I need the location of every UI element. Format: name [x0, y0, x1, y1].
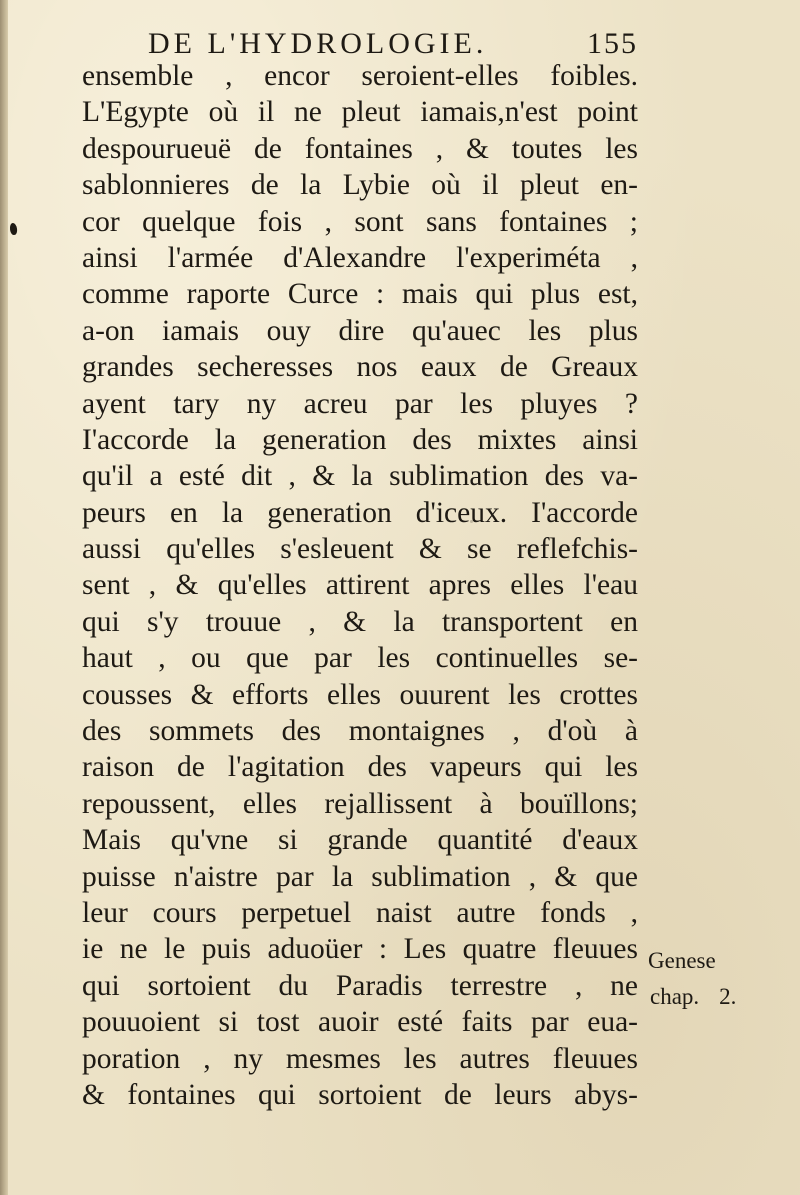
- marginal-note-book: Genese: [648, 948, 716, 973]
- text-line: sent , & qu'elles attirent apres elles l'eau: [82, 569, 638, 602]
- marginal-note-chapter: [648, 979, 788, 1015]
- text-line: raison de l'agitation des vapeurs qui les: [82, 751, 638, 784]
- text-line: repoussent, elles rejallissent à bouïllons;: [82, 787, 638, 820]
- text-line: qui sortoient du Paradis terrestre , ne: [82, 969, 638, 1002]
- page-number: 155: [587, 27, 638, 60]
- marginal-note: [648, 943, 788, 1015]
- ink-blot-mark: [9, 223, 18, 236]
- text-line: grandes secheresses nos eaux de Greaux: [82, 351, 638, 384]
- text-line: ensemble , encor seroient-elles foibles.: [82, 60, 638, 92]
- text-line: puisse n'aistre par la sublimation , & que: [82, 860, 638, 893]
- text-line: poration , ny mesmes les autres fleuues: [82, 1042, 638, 1075]
- text-line: sablonnieres de la Lybie où il pleut en-: [82, 169, 638, 202]
- text-line: peurs en la generation d'iceux. I'accorde: [82, 496, 638, 529]
- text-line: & fontaines qui sortoient de leurs abys-: [82, 1078, 638, 1111]
- text-line: des sommets des montaignes , d'où à: [82, 715, 638, 748]
- text-line: ainsi l'armée d'Alexandre l'experiméta ,: [82, 241, 638, 274]
- text-line: aussi qu'elles s'esleuent & se reflefchis-: [82, 533, 638, 566]
- text-line: despourueuë de fontaines , & toutes les: [82, 132, 638, 165]
- text-line: Mais qu'vne si grande quantité d'eaux: [82, 824, 638, 857]
- text-line: haut , ou que par les continuelles se-: [82, 642, 638, 675]
- text-line: pouuoient si tost auoir esté faits par eua-: [82, 1006, 638, 1039]
- text-line: comme raporte Curce : mais qui plus est,: [82, 278, 638, 311]
- body-text: [82, 58, 638, 1113]
- marginal-note-chapter-label: chap.: [650, 984, 700, 1009]
- text-line: a-on iamais ouy dire qu'auec les plus: [82, 314, 638, 347]
- marginal-note-chapter-number: 2.: [719, 984, 737, 1009]
- text-line: cousses & efforts elles ouurent les crottes: [82, 678, 638, 711]
- page-header: [148, 26, 638, 62]
- text-line: qu'il a esté dit , & la sublimation des va-: [82, 460, 638, 493]
- text-line: cor quelque fois , sont sans fontaines ;: [82, 205, 638, 238]
- text-line: leur cours perpetuel naist autre fonds ,: [82, 896, 638, 929]
- running-title: DE L'HYDROLOGIE.: [148, 27, 488, 60]
- page-gutter-shadow: [0, 0, 8, 1195]
- text-line: ayent tary ny acreu par les pluyes ?: [82, 387, 638, 420]
- text-line: I'accorde la generation des mixtes ainsi: [82, 423, 638, 456]
- text-line: qui s'y trouue , & la transportent en: [82, 605, 638, 638]
- text-line: ie ne le puis aduoüer : Les quatre fleuues: [82, 933, 638, 966]
- text-line: L'Egypte où il ne pleut iamais,n'est point: [82, 96, 638, 129]
